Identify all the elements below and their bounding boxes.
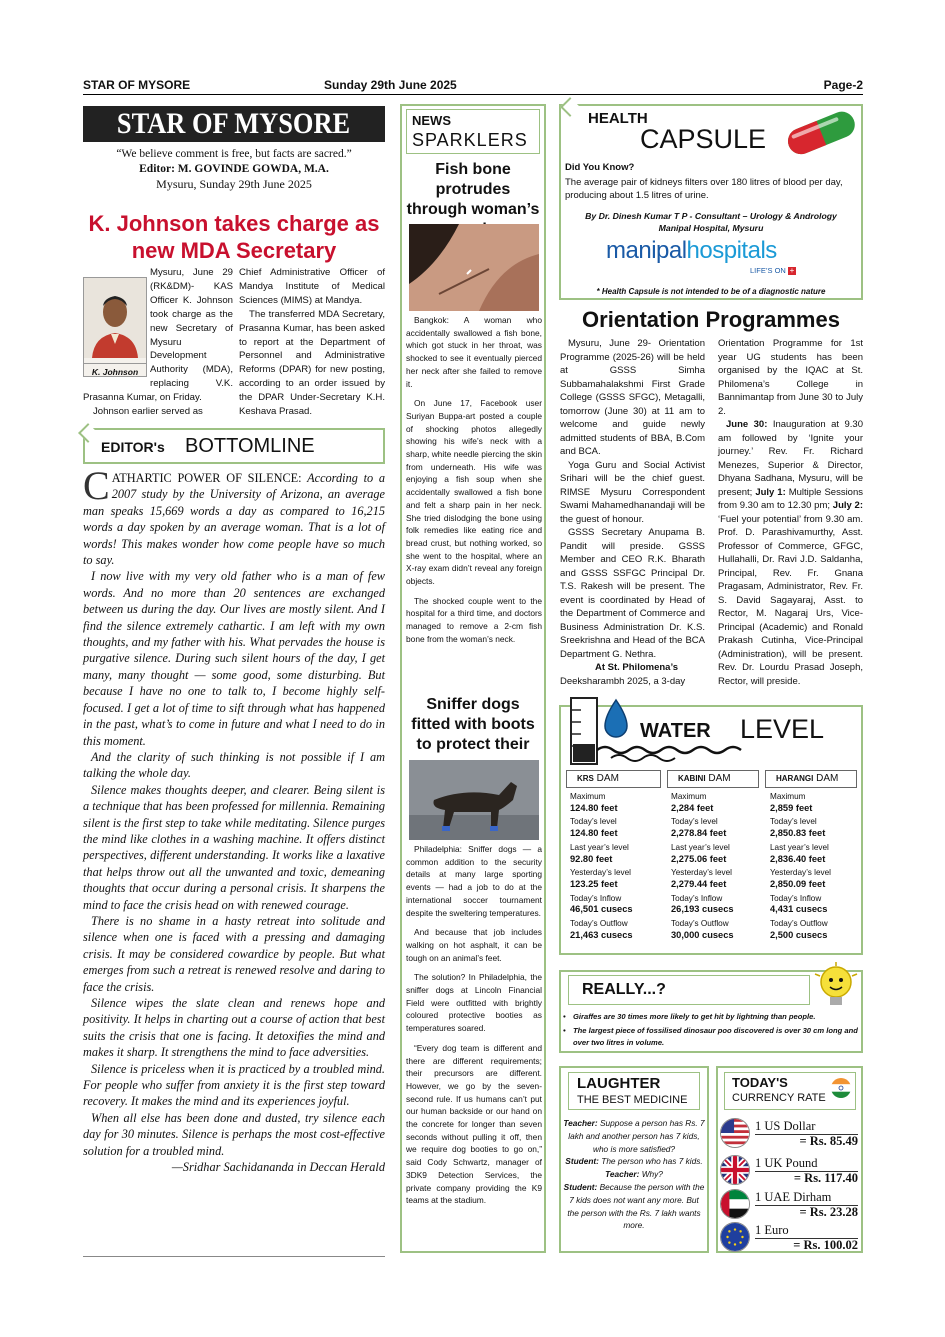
lead-headline: K. Johnson takes charge as new MDA Secretary bbox=[88, 211, 380, 263]
currency-row-usd bbox=[720, 1118, 860, 1146]
harangi-dam-header bbox=[765, 770, 857, 788]
laughter-title-frame bbox=[568, 1072, 700, 1110]
logo-tagline bbox=[750, 266, 796, 275]
kabini-dam-word: DAM bbox=[708, 773, 731, 784]
masthead-title: STAR OF MYSORE bbox=[117, 107, 351, 140]
really-title-frame bbox=[568, 975, 810, 1005]
uae-flag-icon bbox=[720, 1189, 750, 1219]
orientation-c1p4-head: At St. Philomena’s bbox=[594, 662, 679, 673]
story2-headline: Sniffer dogs fitted with boots to protect their bbox=[411, 696, 535, 753]
news-label-top: NEWS bbox=[412, 113, 451, 128]
health-label-bottom: CAPSULE bbox=[640, 124, 767, 154]
kabini-caps: KABINI bbox=[678, 774, 706, 783]
currency-row-gbp bbox=[720, 1155, 860, 1183]
kabini-yest: 2,279.44 feet bbox=[671, 878, 727, 889]
orientation-c1p3: GSSS Secretary Anupama B. Pandit will preside. GSSS Member and CEO R.K. Bharath and GSSS SSFGC Principal Dr. T.S. Rakesh will be present. The event is coordinated by Head of the Department of Commerce and Business Administration Dr. K.S. Sreekrishna and Head of the BCA Department G. Nethra. bbox=[560, 527, 705, 660]
masthead-info bbox=[83, 147, 385, 192]
sniffer-dog-photo bbox=[409, 760, 539, 840]
orientation-c1p2: Yoga Guru and Social Activist Srihari will be the chief guest. RIMSE Mysuru Correspondent Swami Mahamedhanandaji will be the guest of honour. bbox=[560, 459, 705, 525]
currency-name: 1 UAE Dirham bbox=[755, 1190, 832, 1204]
krs-caps: KRS bbox=[577, 774, 594, 783]
water-label-bold: WATER bbox=[640, 720, 711, 742]
lightbulb-icon bbox=[812, 962, 860, 1012]
logo-tag-text: LIFE’S ON bbox=[750, 266, 786, 275]
orientation-c2p2b: Multiple Sessions from 9.30 am to 12.30 pm; bbox=[718, 486, 863, 511]
krs-dam-data bbox=[570, 792, 633, 944]
uk-flag-icon bbox=[720, 1155, 750, 1185]
lead-col2-p2: The transferred MDA Secretary, Prasanna Kumar, has been asked to report at the Department of Personnel and Administrative Reforms (DPAR) for new posting, according to an order issued by the DPAR Under-Secretary K.H. Keshava Prasad. bbox=[239, 308, 385, 418]
kabini-last: 2,275.06 feet bbox=[671, 853, 727, 864]
harangi-yest-label: Yesterday’s level bbox=[770, 868, 831, 878]
harangi-last-label: Last year’s level bbox=[770, 842, 829, 852]
health-byline-doctor: By Dr. Dinesh Kumar T P - Consultant – Urology & Andrology bbox=[585, 211, 837, 221]
page-header bbox=[83, 77, 863, 95]
header-paper-name: STAR OF MYSORE bbox=[83, 78, 191, 92]
editorial-p2: I now live with my very old father who is a man of few words. And no more than 20 sentences are exchanged between us during the day. Our lives are mostly silent. And I find the silence extremely cathartic. I am left with my own thoughts, and my father with his. What pervades the house is purgative silence. During such silent hours of the day, I get many, many thought — some good, some disturbing. But because I have no one to talk to, I become highly self-focused. I get a lot of time to sift through what has happened in the past, what’s to come in future and what I need to do in this moment. bbox=[83, 569, 385, 748]
masthead-banner bbox=[83, 106, 385, 142]
editorial-p3: And the clarity of such thinking is not possible if I am talking the whole day. bbox=[83, 749, 385, 781]
story1-p1: Bangkok: A woman who accidentally swallowed a fish bone, which got stuck in her throat, was shocked to see it eventually pierced her neck after she failed to remove it. bbox=[406, 315, 542, 389]
masthead-dateline: Mysuru, Sunday 29th June 2025 bbox=[156, 177, 312, 191]
dog-image bbox=[409, 760, 539, 840]
orientation-c2p2: Inauguration at 9.30 am followed by ‘Ignite your journey.’ Rev. Fr. Richard Menezes, Superior & Director, Dhyana Sadhana, Mysuru, will be present; bbox=[718, 419, 864, 498]
neck-image bbox=[409, 224, 539, 311]
story1-p2: On June 17, Facebook user Suriyan Buppa-art posted a couple of shocking photos allegedly showing his wife’s neck with a sharp, white needle piercing the skin from underneath. His wife was enjoying a fish soup when she accidentally swallowed a fish bone and felt a sharp pain in her neck. She tried dislodging the bone using folk remedies like eating rice and bread crust, but nothing worked, so she went to the hospital, where an X-ray exam didn’t reveal any foreign objects. bbox=[406, 398, 542, 587]
editorial-rule bbox=[83, 1256, 385, 1257]
harangi-dam-data bbox=[770, 792, 831, 944]
us-flag-icon bbox=[720, 1118, 750, 1148]
orientation-july2: July 2: bbox=[832, 500, 863, 511]
kabini-yest-label: Yesterday’s level bbox=[671, 868, 732, 878]
joke-speaker: Student: bbox=[563, 1181, 598, 1192]
harangi-outflow: 2,500 cusecs bbox=[770, 929, 828, 940]
kabini-inflow: 26,193 cusecs bbox=[671, 904, 734, 915]
story2-p1: Philadelphia: Sniffer dogs — a common addition to the security details at many large sporting events — had a job to do at the international soccer tournament despite the sweltering temperatures. bbox=[406, 844, 542, 918]
lead-column-1 bbox=[83, 266, 233, 419]
laughter-title: LAUGHTER bbox=[577, 1075, 661, 1092]
orientation-july1: July 1: bbox=[755, 486, 786, 498]
eu-flag-icon bbox=[720, 1222, 750, 1252]
really-title: REALLY...? bbox=[582, 981, 666, 998]
orientation-june30: June 30: bbox=[726, 419, 768, 430]
health-label-top: HEALTH bbox=[588, 110, 648, 127]
currency-title: TODAY'S bbox=[732, 1075, 788, 1090]
kabini-outflow: 30,000 cusecs bbox=[671, 929, 734, 940]
krs-outflow: 21,463 cusecs bbox=[570, 929, 633, 940]
editorial-p7: Silence is priceless when it is practiced by a troubled mind. For people who suffer from anxiety it is the first step toward recovery. It makes the mind and its experiences joyful. bbox=[83, 1061, 385, 1109]
harangi-last: 2,836.40 feet bbox=[770, 853, 826, 864]
kabini-outflow-label: Today’s Outflow bbox=[671, 918, 729, 928]
currency-row-eur bbox=[720, 1222, 860, 1250]
krs-outflow-label: Today’s Outflow bbox=[570, 918, 628, 928]
krs-yest-label: Yesterday’s level bbox=[570, 868, 631, 878]
photo-caption: K. Johnson bbox=[84, 363, 146, 381]
story2-body bbox=[406, 843, 542, 1214]
really-item: • Giraffes are 30 times more likely to get hit by lightning than people. bbox=[563, 1012, 816, 1021]
story2-p3: The solution? In Philadelphia, the sniffer dogs at Lincoln Financial Field were outfitted with brightly coloured protective booties as temperatures soared. bbox=[406, 972, 542, 1034]
lead-col1-p2: Johnson earlier served as bbox=[93, 406, 203, 418]
krs-today-label: Today’s level bbox=[570, 817, 617, 827]
health-disclaimer: * Health Capsule is not intended to be of a diagnostic nature bbox=[596, 287, 826, 296]
harangi-max-label: Maximum bbox=[770, 792, 806, 801]
fish-bone-photo bbox=[409, 224, 539, 311]
joke-line-2: The person who has 7 kids. bbox=[601, 1156, 703, 1167]
currency-name: 1 UK Pound bbox=[755, 1156, 818, 1170]
manipal-logo bbox=[606, 237, 777, 265]
editorial-label-light: BOTTOMLINE bbox=[185, 435, 315, 457]
kabini-dam-header bbox=[667, 770, 759, 788]
joke-line-1: Suppose a person has Rs. 7 lakh and another person has 7 kids, who is more satisfied? bbox=[568, 1118, 705, 1154]
joke-speaker: Student: bbox=[565, 1156, 599, 1167]
editorial-lead-caps: ATHARTIC POWER OF SILENCE: bbox=[111, 471, 302, 485]
harangi-outflow-label: Today’s Outflow bbox=[770, 918, 828, 928]
editorial-body bbox=[83, 463, 386, 1175]
header-date: Sunday 29th June 2025 bbox=[324, 78, 457, 92]
really-item-2-text: The largest piece of fossilised dinosaur poo discovered is over 30 cm long and over two litres in volume. bbox=[573, 1026, 858, 1047]
krs-inflow: 46,501 cusecs bbox=[570, 904, 633, 915]
story1-headline: Fish bone protrudes through woman’s bbox=[406, 161, 540, 218]
editorial-p1: According to a 2007 study by the University of Arizona, an average man speaks 15,669 words a day as compared to 16,215 words a day spoken by an average woman. That is a lot of words! This makes wonder how come people have so much to say. bbox=[83, 471, 386, 568]
harangi-max: 2,859 feet bbox=[770, 802, 813, 813]
currency-value: = Rs. 117.40 bbox=[793, 1171, 858, 1185]
currency-row-aed bbox=[720, 1189, 860, 1217]
kabini-dam-data bbox=[671, 792, 734, 944]
editorial-dropcap: C bbox=[83, 463, 110, 508]
orientation-c2p2c: ‘Fuel your potential’ from 9.30 am. Prof. D. Parashivamurthy, Asst. Professor of Commerce, GFGC, Hullahalli, Dr. Ravi J.D. Saldanha, Principal, Rev. Fr. Gnana Pragasam, Administrator, Rev. Fr. S. David Sagayaraj, Asst. to Rector, M. Nagaraj Urs, Vice-Principal (Academic) and Ronald Prakash Cutinha, Vice-Principal (Administration), will be present. Rev. Dr. Lourdu Prasad Joseph, Rector, will preside. bbox=[718, 513, 863, 687]
story2-p4: “Every dog team is different and there are different requirements; their precursors are different. However, we go by the seven-second rule. If us humans can’t put our human backside or our hand on the concrete for longer than seven seconds without pulling it off, then we require dog booties to go on,” said Cody Schwartz, manager of 3DK9 Detection Services, the private company providing the K9 teams at the stadium. bbox=[406, 1042, 542, 1206]
plus-icon: + bbox=[789, 266, 795, 275]
joke-line-4: Because the person with the 7 kids does not want any more. But the person with the Rs. 7 lakh wants more. bbox=[567, 1181, 705, 1231]
orientation-c2p1: Orientation Programme for 1st year UG students has been organised by the IQAC at St. Philomena’s College in Bannimantap from June 30 to July 2. bbox=[718, 338, 863, 417]
currency-name: 1 US Dollar bbox=[755, 1119, 816, 1133]
india-flag-icon bbox=[830, 1077, 852, 1099]
header-page-number: Page-2 bbox=[823, 78, 863, 92]
laughter-subtitle: THE BEST MEDICINE bbox=[577, 1094, 688, 1106]
orientation-col-1 bbox=[560, 337, 705, 688]
krs-inflow-label: Today’s Inflow bbox=[570, 893, 622, 903]
kabini-max-label: Maximum bbox=[671, 792, 707, 801]
harangi-dam-word: DAM bbox=[816, 773, 839, 784]
health-did-you-know: Did You Know? bbox=[565, 162, 635, 173]
news-sparklers-label bbox=[406, 109, 540, 154]
orientation-c1p1: Mysuru, June 29- Orientation Programme (2025-26) will be held at GSSS Simha Subbamahalakshmi First Grade College (GSSS SFGC), Metagalli, tomorrow (June 30) at 11 am to welcome and guide newly admitted students of BBA, B.Com and BCA. bbox=[560, 338, 705, 457]
joke-speaker: Teacher: bbox=[605, 1169, 640, 1180]
orientation-headline: Orientation Programmes bbox=[582, 307, 840, 332]
joke-speaker: Teacher: bbox=[563, 1118, 598, 1128]
harangi-today-label: Today’s level bbox=[770, 817, 817, 827]
harangi-inflow: 4,431 cusecs bbox=[770, 904, 828, 915]
logo-hospitals: hospitals bbox=[686, 237, 777, 264]
editorial-p4: Silence makes thoughts deeper, and clearer. Being silent is a technique that has been professed for millennia. Remaining silent is the first step to take while meditating. Silence purges the mind like clothes in a washing machine. It offers distinct perspectives, different understanding. It works like a laxative that helps throw out all the unwanted and toxic, demeaning thoughts that occur during a personal crisis. It sharpens the mind to face the crisis head on with renewed courage. bbox=[83, 782, 385, 912]
masthead-tagline: “We believe comment is free, but facts are sacred.” bbox=[116, 148, 352, 160]
currency-subtitle: CURRENCY RATE bbox=[732, 1092, 826, 1104]
editorial-p6: Silence wipes the slate clean and renews hope and positivity. It helps in charting out a course of action that best suits the crisis that one is facing. It detoxifies the mind and makes it sharp. It strengthens the mind to face adversities. bbox=[83, 996, 385, 1060]
news-label-bottom: SPARKLERS bbox=[412, 130, 528, 150]
lead-col1-text: Mysuru, June 29 (RK&DM)- KAS Officer K. Johnson took charge as the new Secretary of Mysuru Development Authority (MDA), replacing V.K. Prasanna Kumar, on Friday. bbox=[83, 267, 233, 404]
water-label-light: LEVEL bbox=[740, 714, 825, 744]
currency-title-frame bbox=[724, 1072, 856, 1110]
editorial-byline: —Sridhar Sachidananda in Deccan Herald bbox=[171, 1160, 385, 1175]
editorial-label-box bbox=[83, 428, 385, 464]
logo-manipal: manipal bbox=[606, 237, 687, 264]
kabini-today: 2,278.84 feet bbox=[671, 828, 727, 839]
really-item: • The largest piece of fossilised dinosaur poo discovered is over 30 cm long and over two litres in volume. bbox=[563, 1026, 858, 1047]
harangi-caps: HARANGI bbox=[776, 774, 814, 783]
pill-capsule-icon bbox=[780, 106, 862, 158]
joke-line-3: Why? bbox=[641, 1169, 663, 1180]
kabini-inflow-label: Today’s Inflow bbox=[671, 893, 723, 903]
masthead-editor: Editor: M. GOVINDE GOWDA, M.A. bbox=[139, 163, 329, 175]
laughter-joke bbox=[563, 1117, 705, 1232]
lead-col2-p1: Chief Administrative Officer of Mandya Institute of Medical Sciences (MIMS) at Mandya. bbox=[239, 267, 385, 306]
lead-column-2 bbox=[239, 266, 385, 419]
krs-last: 92.80 feet bbox=[570, 853, 613, 864]
orientation-c1p4: Deeksharambh 2025, a 3-day bbox=[560, 675, 686, 687]
krs-yest: 123.25 feet bbox=[570, 878, 618, 889]
krs-max: 124.80 feet bbox=[570, 802, 618, 813]
currency-value: = Rs. 85.49 bbox=[799, 1134, 858, 1148]
editorial-p5: There is no shame in a hasty retreat into solitude and silence when one is faced with a pressing and damaging crisis. It may be considered cowardice by people. But what emerges from such a retreat is renewed resolve and daring to face the crisis. bbox=[83, 913, 385, 994]
kabini-today-label: Today’s level bbox=[671, 817, 718, 827]
harangi-yest: 2,850.09 feet bbox=[770, 878, 826, 889]
orientation-col-2 bbox=[718, 337, 863, 688]
story2-p2: And because that job includes walking on hot asphalt, it can be tough on an animal’s feet. bbox=[406, 927, 542, 963]
currency-value: = Rs. 23.28 bbox=[799, 1205, 858, 1219]
krs-max-label: Maximum bbox=[570, 792, 606, 801]
editorial-label-bold: EDITOR's bbox=[101, 439, 165, 455]
editorial-p8: When all else has been done and dusted, try silence each day for 30 minutes. Silence is perhaps the most cost-effective solution for a troubled mind. bbox=[83, 1110, 385, 1158]
harangi-inflow-label: Today’s Inflow bbox=[770, 893, 822, 903]
krs-last-label: Last year’s level bbox=[570, 842, 629, 852]
health-fact: The average pair of kidneys filters over 180 litres of blood per day, producing about 1.5 litres of urine. bbox=[565, 177, 843, 201]
currency-value: = Rs. 100.02 bbox=[793, 1238, 858, 1252]
kabini-last-label: Last year’s level bbox=[671, 842, 730, 852]
health-byline bbox=[565, 210, 857, 234]
health-byline-hospital: Manipal Hospital, Mysuru bbox=[658, 223, 764, 233]
story1-p3: The shocked couple went to the hospital for a third time, and doctors managed to remove a 2-cm fish bone from the woman’s neck. bbox=[406, 595, 542, 644]
krs-dam-word: DAM bbox=[596, 773, 619, 784]
krs-today: 124.80 feet bbox=[570, 828, 618, 839]
harangi-today: 2,850.83 feet bbox=[770, 828, 826, 839]
really-item-1-text: Giraffes are 30 times more likely to get hit by lightning than people. bbox=[573, 1012, 816, 1021]
story1-body bbox=[406, 314, 542, 653]
krs-dam-header bbox=[566, 770, 661, 788]
currency-name: 1 Euro bbox=[755, 1223, 789, 1237]
really-list bbox=[563, 1011, 858, 1049]
kabini-max: 2,284 feet bbox=[671, 802, 714, 813]
